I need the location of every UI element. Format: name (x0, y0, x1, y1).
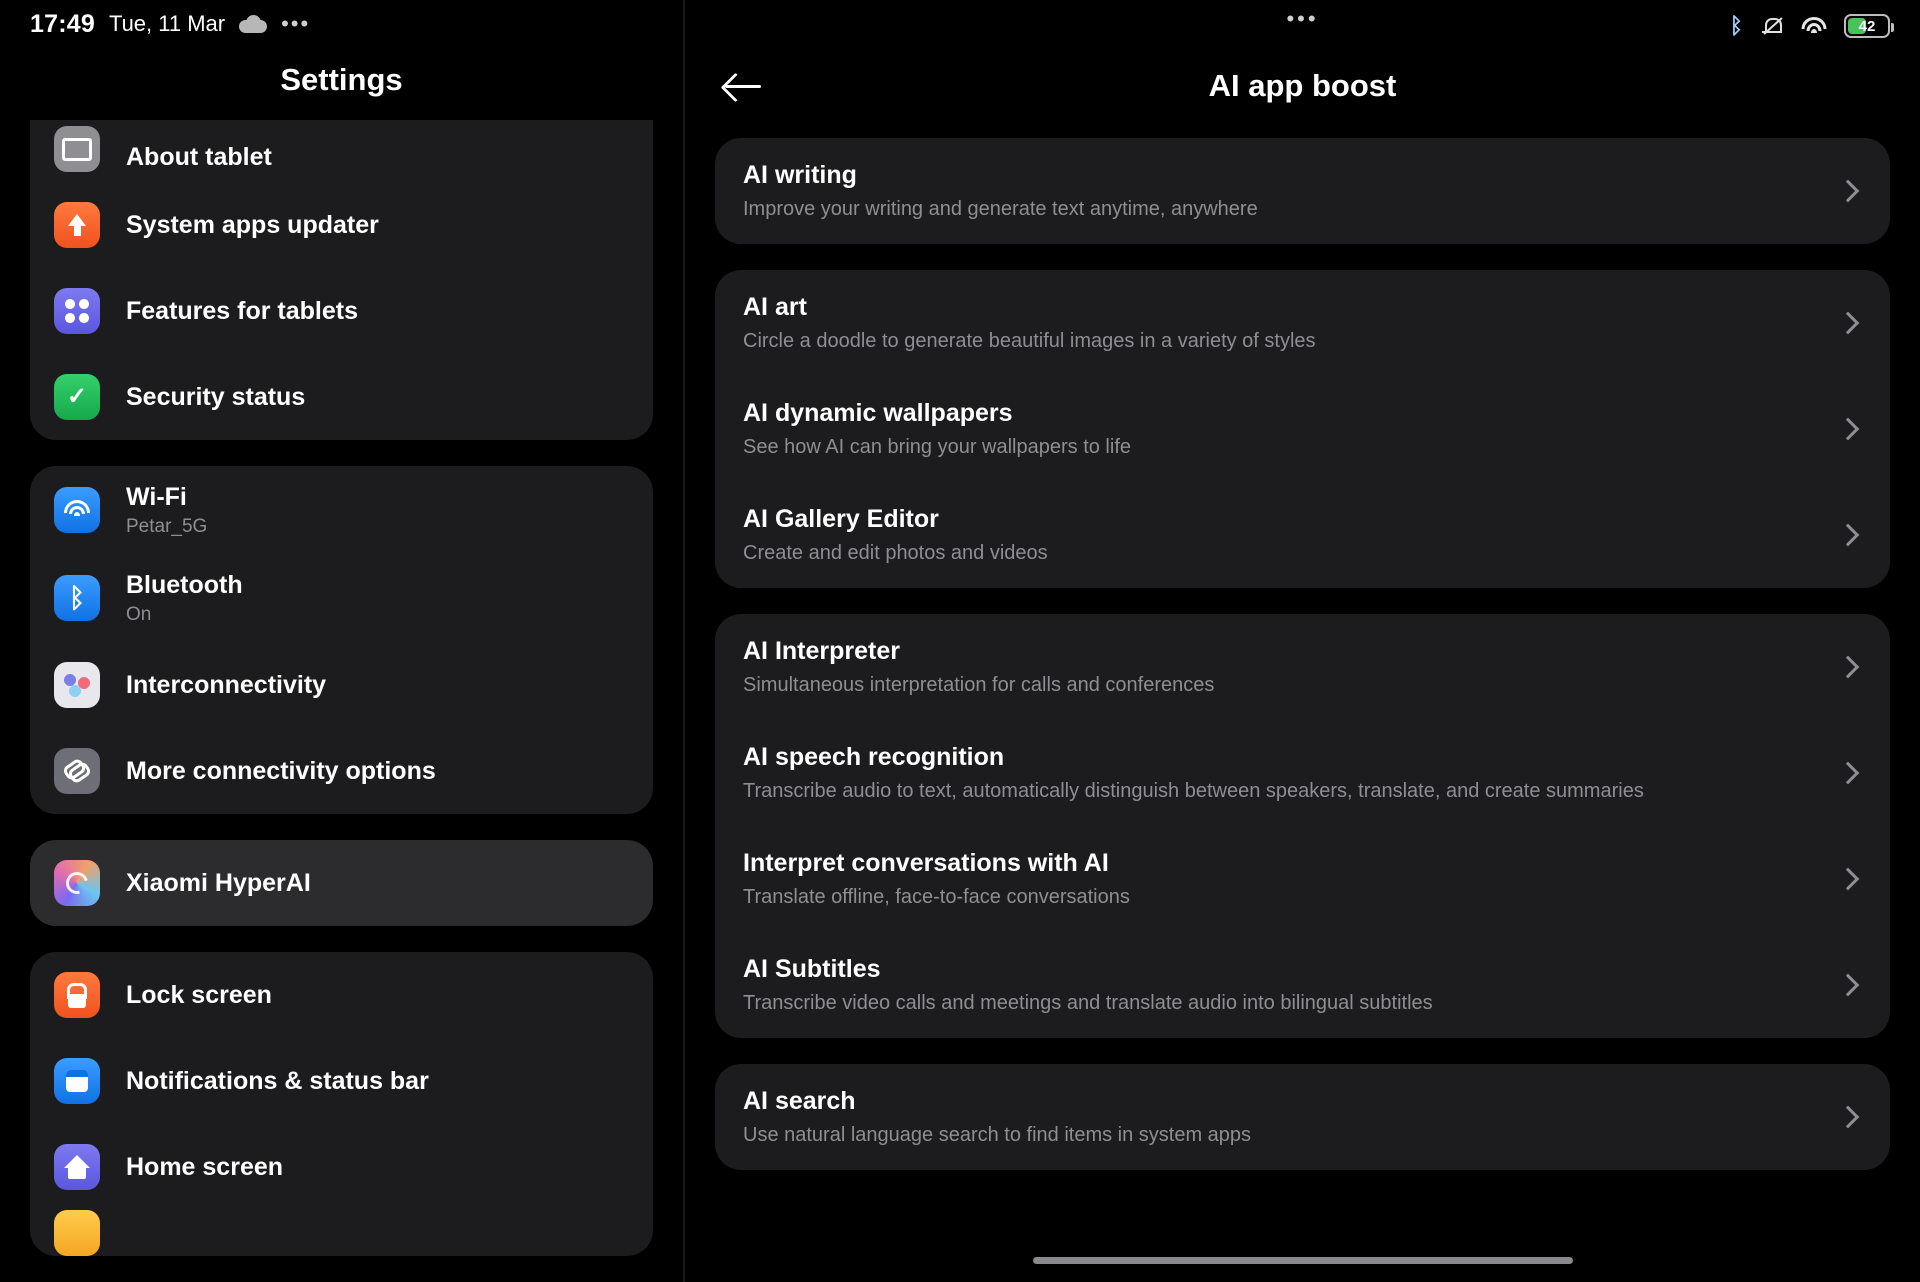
sidebar-item-label: Wi-Fi (126, 482, 187, 511)
back-arrow-icon[interactable] (721, 64, 765, 108)
sidebar-item-cut-off[interactable] (30, 1210, 653, 1256)
sidebar-item-bluetooth[interactable] (30, 554, 653, 642)
tablet-features-icon (54, 288, 100, 334)
list-item-title: AI art (743, 293, 807, 321)
list-item-title: AI dynamic wallpapers (743, 399, 1013, 427)
sidebar-item-label: Security status (126, 382, 306, 411)
status-bar-right (685, 0, 1920, 48)
sidebar-item-wifi[interactable] (30, 466, 653, 554)
list-item-subtitle: Transcribe video calls and meetings and translate audio into bilingual subtitles (743, 992, 1433, 1014)
bell-off-icon (1761, 15, 1783, 37)
notifications-icon (54, 1058, 100, 1104)
chevron-right-icon (1837, 524, 1860, 547)
list-item-interpret-conversations-with-ai[interactable] (715, 826, 1890, 932)
cloud-icon (239, 15, 267, 33)
detail-header (685, 48, 1920, 124)
settings-group (30, 840, 653, 926)
chevron-right-icon (1837, 868, 1860, 891)
list-item-title: AI Gallery Editor (743, 505, 939, 533)
list-item-subtitle: Transcribe audio to text, automatically distinguish between speakers, translate, and create summaries (743, 780, 1644, 802)
list-item-title: Interpret conversations with AI (743, 849, 1109, 877)
list-item-title: AI Interpreter (743, 637, 900, 665)
bluetooth-icon: ᛒ (54, 575, 100, 621)
feature-card (715, 1064, 1890, 1170)
sidebar-item-label: Features for tablets (126, 296, 359, 325)
sidebar-item-sublabel: Petar_5G (126, 515, 208, 537)
sidebar-item-notifications-status-bar[interactable] (30, 1038, 653, 1124)
sidebar-item-label: Bluetooth (126, 570, 243, 599)
list-item-ai-dynamic-wallpapers[interactable] (715, 376, 1890, 482)
system-update-icon (54, 202, 100, 248)
sidebar-item-label: More connectivity options (126, 756, 436, 785)
sidebar-item-about-tablet[interactable] (30, 120, 653, 182)
chevron-right-icon (1837, 312, 1860, 335)
feature-card (715, 270, 1890, 588)
tablet-info-icon (54, 126, 100, 172)
sidebar-item-label: Interconnectivity (126, 670, 327, 699)
home-screen-icon (54, 1144, 100, 1190)
sidebar-item-home-screen[interactable] (30, 1124, 653, 1210)
sidebar-item-security-status[interactable] (30, 354, 653, 440)
list-item-ai-speech-recognition[interactable] (715, 720, 1890, 826)
list-item-title: AI Subtitles (743, 955, 881, 983)
sidebar-item-lock-screen[interactable] (30, 952, 653, 1038)
list-item-subtitle: Improve your writing and generate text anytime, anywhere (743, 198, 1258, 220)
ai-feature-list (685, 124, 1920, 1170)
ai-app-boost-pane (685, 0, 1920, 1282)
chevron-right-icon (1837, 762, 1860, 785)
settings-group (30, 466, 653, 814)
sidebar-item-system-apps-updater[interactable] (30, 182, 653, 268)
sidebar-item-label: System apps updater (126, 210, 379, 239)
status-time: 17:49 (30, 9, 95, 38)
settings-list[interactable] (0, 120, 683, 1256)
settings-group (30, 120, 653, 440)
sidebar-item-label: Home screen (126, 1152, 284, 1181)
sidebar-item-sublabel: On (126, 603, 152, 625)
list-item-ai-writing[interactable] (715, 138, 1890, 244)
feature-card (715, 614, 1890, 1038)
battery-level: 42 (1858, 17, 1876, 35)
sidebar-item-features-for-tablets[interactable] (30, 268, 653, 354)
list-item-subtitle: Translate offline, face-to-face conversations (743, 886, 1130, 908)
chevron-right-icon (1837, 974, 1860, 997)
display-icon (54, 1210, 100, 1256)
sidebar-item-label: Notifications & status bar (126, 1066, 429, 1095)
sidebar-item-xiaomi-hyperai[interactable] (30, 840, 653, 926)
sidebar-item-label: Xiaomi HyperAI (126, 868, 311, 897)
status-bar-left (0, 0, 683, 48)
list-item-ai-art[interactable] (715, 270, 1890, 376)
list-item-subtitle: Simultaneous interpretation for calls and conferences (743, 674, 1215, 696)
chevron-right-icon (1837, 1106, 1860, 1129)
sidebar-item-label: Lock screen (126, 980, 272, 1009)
feature-card (715, 138, 1890, 244)
list-item-subtitle: Circle a doodle to generate beautiful images in a variety of styles (743, 330, 1316, 352)
list-item-ai-gallery-editor[interactable] (715, 482, 1890, 588)
list-item-subtitle: See how AI can bring your wallpapers to life (743, 436, 1131, 458)
status-date: Tue, 11 Mar (108, 11, 226, 36)
list-item-subtitle: Use natural language search to find items in system apps (743, 1124, 1252, 1146)
list-item-title: AI writing (743, 161, 857, 189)
page-title: Settings (280, 62, 403, 97)
settings-pane (0, 0, 683, 1282)
lock-icon (54, 972, 100, 1018)
wifi-icon (1801, 17, 1826, 36)
hyperai-icon (54, 860, 100, 906)
chevron-right-icon (1837, 656, 1860, 679)
sidebar-item-interconnectivity[interactable] (30, 642, 653, 728)
list-item-ai-search[interactable] (715, 1064, 1890, 1170)
battery-indicator (1844, 14, 1890, 38)
sidebar-item-label: About tablet (126, 143, 272, 171)
detail-title: AI app boost (1208, 68, 1397, 103)
list-item-subtitle: Create and edit photos and videos (743, 542, 1048, 564)
more-dots-icon: ••• (1286, 6, 1319, 31)
wifi-icon (54, 487, 100, 533)
more-dots-icon: ••• (281, 11, 311, 36)
chevron-right-icon (1837, 418, 1860, 441)
settings-group (30, 952, 653, 1256)
shield-check-icon (54, 374, 100, 420)
link-icon (54, 748, 100, 794)
list-item-title: AI search (743, 1087, 856, 1115)
list-item-ai-interpreter[interactable] (715, 614, 1890, 720)
home-indicator[interactable] (1033, 1257, 1573, 1264)
interconnectivity-icon (54, 662, 100, 708)
sidebar-item-more-connectivity-options[interactable] (30, 728, 653, 814)
bluetooth-icon: ᛒ (1729, 13, 1743, 38)
list-item-ai-subtitles[interactable] (715, 932, 1890, 1038)
list-item-title: AI speech recognition (743, 743, 1005, 771)
chevron-right-icon (1837, 180, 1860, 203)
